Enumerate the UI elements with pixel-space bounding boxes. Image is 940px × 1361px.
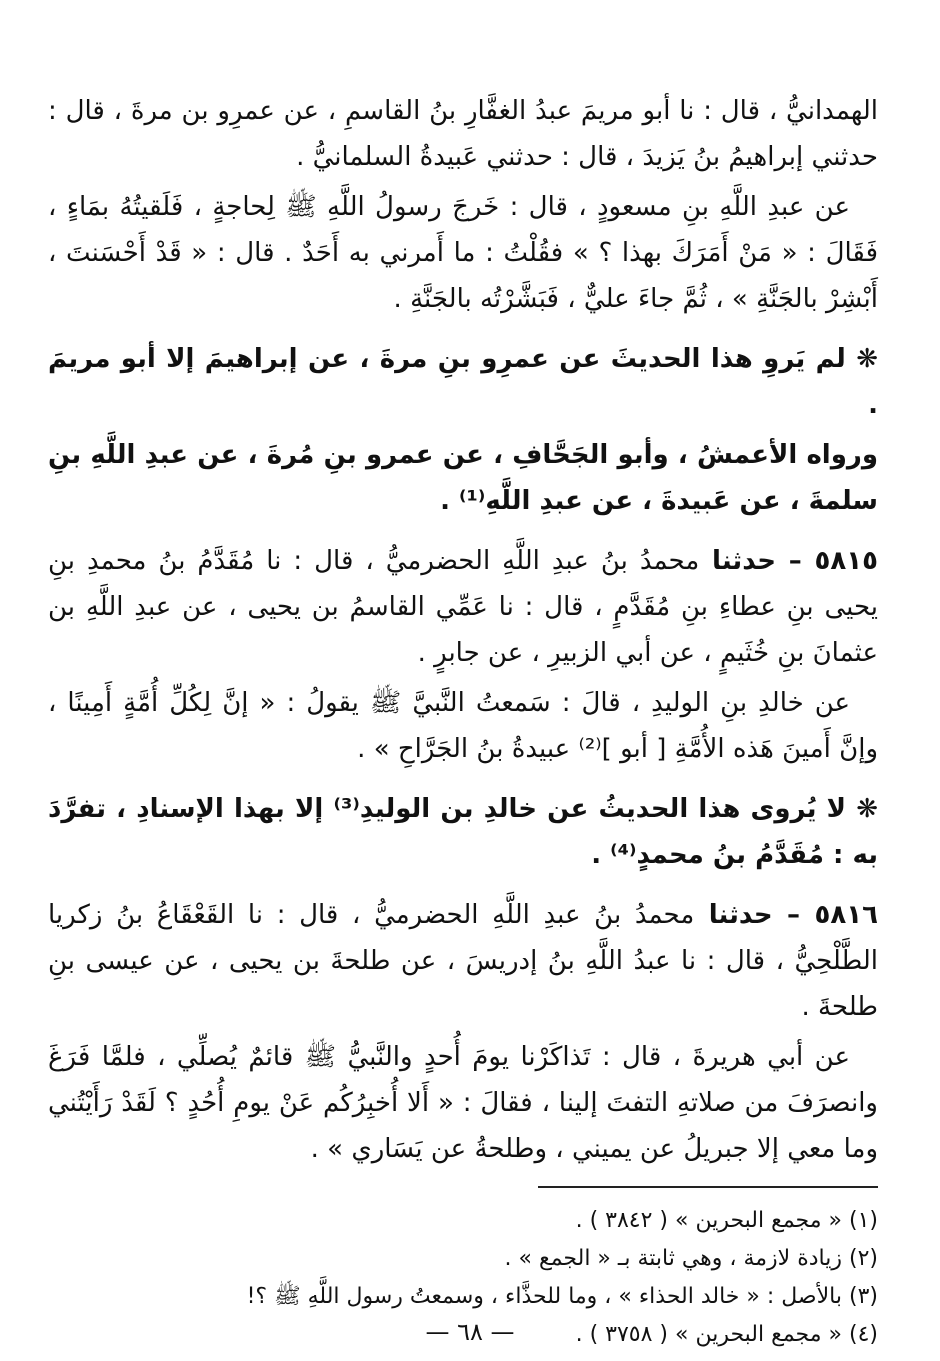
hadith-number: ٥٨١٥ xyxy=(814,546,879,576)
paragraph-hadith-text-abu-hurayra: عن أبي هريرةَ ، قال : تَذاكَرْنا يومَ أُحدٍ والنَّبيُّ ﷺ قائمٌ يُصلِّي ، فلمَّا فَرَغَ وانصرَفَ من صلاتهِ التفتَ إلينا ، فقالَ : « أَلا أُخبِرُكُم عَنْ يومِ أُحُدٍ ؟ لَقَدْ رَأَيْتُني وما معي إلا جبريلُ عن يميني ، وطلحةُ عن يَسَاري » . xyxy=(48,1042,878,1164)
commentary-text: لا يُروى هذا الحديثُ عن خالدِ بن الوليدِ⁽³⁾ إلا بهذا الإسنادِ ، تفرَّدَ به : مُقَدَّمُ بنُ محمدٍ⁽⁴⁾ . xyxy=(48,794,878,870)
hadith-lead: – حدثنا xyxy=(699,546,815,576)
footnote-number: (١) xyxy=(848,1208,878,1233)
hadith-number: ٥٨١٦ xyxy=(814,900,878,930)
paragraph-hadith-text-ibn-masud: عن عبدِ اللَّهِ بنِ مسعودٍ ، قال : خَرجَ رسولُ اللَّهِ ﷺ لِحاجةٍ ، فَلَقيتُهُ بمَاءٍ ، فَقَالَ : « مَنْ أَمَرَكَ بهذا ؟ » فقُلْتُ : ما أَمرني به أَحَدٌ . قال : « قَدْ أَحْسَنتَ ، أَبْشِرْ بالجَنَّةِ » ، ثُمَّ جاءَ عليٌّ ، فَبَشَّرْتُه بالجَنَّةِ . xyxy=(48,192,878,314)
footnote-number: (٤) xyxy=(848,1322,878,1347)
footnote-text: « مجمع البحرين » ( ٣٧٥٨ ) . xyxy=(575,1322,842,1347)
footnote-number: (٣) xyxy=(848,1284,878,1309)
footnote-text: « مجمع البحرين » ( ٣٨٤٢ ) . xyxy=(575,1208,842,1233)
hadith-entry-5815 xyxy=(48,538,878,676)
hadith-entry-5816 xyxy=(48,892,878,1030)
footnote-2 xyxy=(48,1240,878,1278)
commentary-note-1 xyxy=(48,336,878,428)
hadith-chain: محمدُ بنُ عبدِ اللَّهِ الحضرميُّ ، قال : نا مُقَدَّمُ بنُ محمدِ بنِ يحيى بنِ عطاءِ بنِ مُقَدَّمٍ ، قال : نا عَمِّي القاسمُ بن يحيى ، عن عبدِ اللَّهِ بن عثمانَ بنِ خُثَيمٍ ، عن أبي الزبيرِ ، عن جابرٍ . xyxy=(48,546,878,668)
footnote-number: (٢) xyxy=(848,1246,878,1271)
footnote-text: زيادة لازمة ، وهي ثابتة بـ « الجمع » . xyxy=(504,1246,842,1271)
paragraph-chain-continuation: الهمدانيُّ ، قال : نا أبو مريمَ عبدُ الغفَّارِ بنُ القاسمِ ، عن عمرِو بن مرةَ ، قال : حدثني إبراهيمُ بنُ يَزيدَ ، قال : حدثني عَبيدةُ السلمانيُّ . xyxy=(48,96,878,172)
hadith-chain: محمدُ بنُ عبدِ اللَّهِ الحضرميُّ ، قال : نا القَعْقَاعُ بنُ زكريا الطَّلْحِيُّ ، قال : نا عبدُ اللَّهِ بنُ إدريسَ ، عن طلحةَ بن يحيى ، عن عيسى بنِ طلحةَ . xyxy=(48,900,878,1022)
commentary-note-2: ورواه الأعمشُ ، وأبو الجَحَّافِ ، عن عمرو بنِ مُرةَ ، عن عبدِ اللَّهِ بنِ سلمةَ ، عن عَبيدةَ ، عن عبدِ اللَّهِ⁽¹⁾ . xyxy=(48,440,878,516)
paragraph-hadith-text-khalid: عن خالدِ بنِ الوليدِ ، قالَ : سَمعتُ النَّبيَّ ﷺ يقولُ : « إنَّ لِكُلِّ أُمَّةٍ أَمِينًا ، وإنَّ أَمينَ هَذه الأُمَّةِ [ أبو ]⁽²⁾ عبيدةُ بنُ الجَرَّاحِ » . xyxy=(48,688,878,764)
commentary-text: لم يَروِ هذا الحديثَ عن عمرِو بنِ مرةَ ، عن إبراهيمَ إلا أبو مريمَ . xyxy=(48,344,878,420)
hadith-lead: – حدثنا xyxy=(694,900,815,930)
page-number: — ٦٨ — xyxy=(425,1318,515,1346)
asterisk-marker-icon: ❋ xyxy=(856,794,878,824)
footnote-divider xyxy=(538,1186,878,1188)
commentary-note-3 xyxy=(48,786,878,878)
footnote-1 xyxy=(48,1202,878,1240)
footnote-text: بالأصل : « خالد الحذاء » ، وما للحذَّاء ، وسمعتُ رسول اللَّهِ ﷺ ؟! xyxy=(246,1284,842,1309)
asterisk-marker-icon: ❋ xyxy=(856,344,878,374)
footnote-3 xyxy=(48,1278,878,1316)
